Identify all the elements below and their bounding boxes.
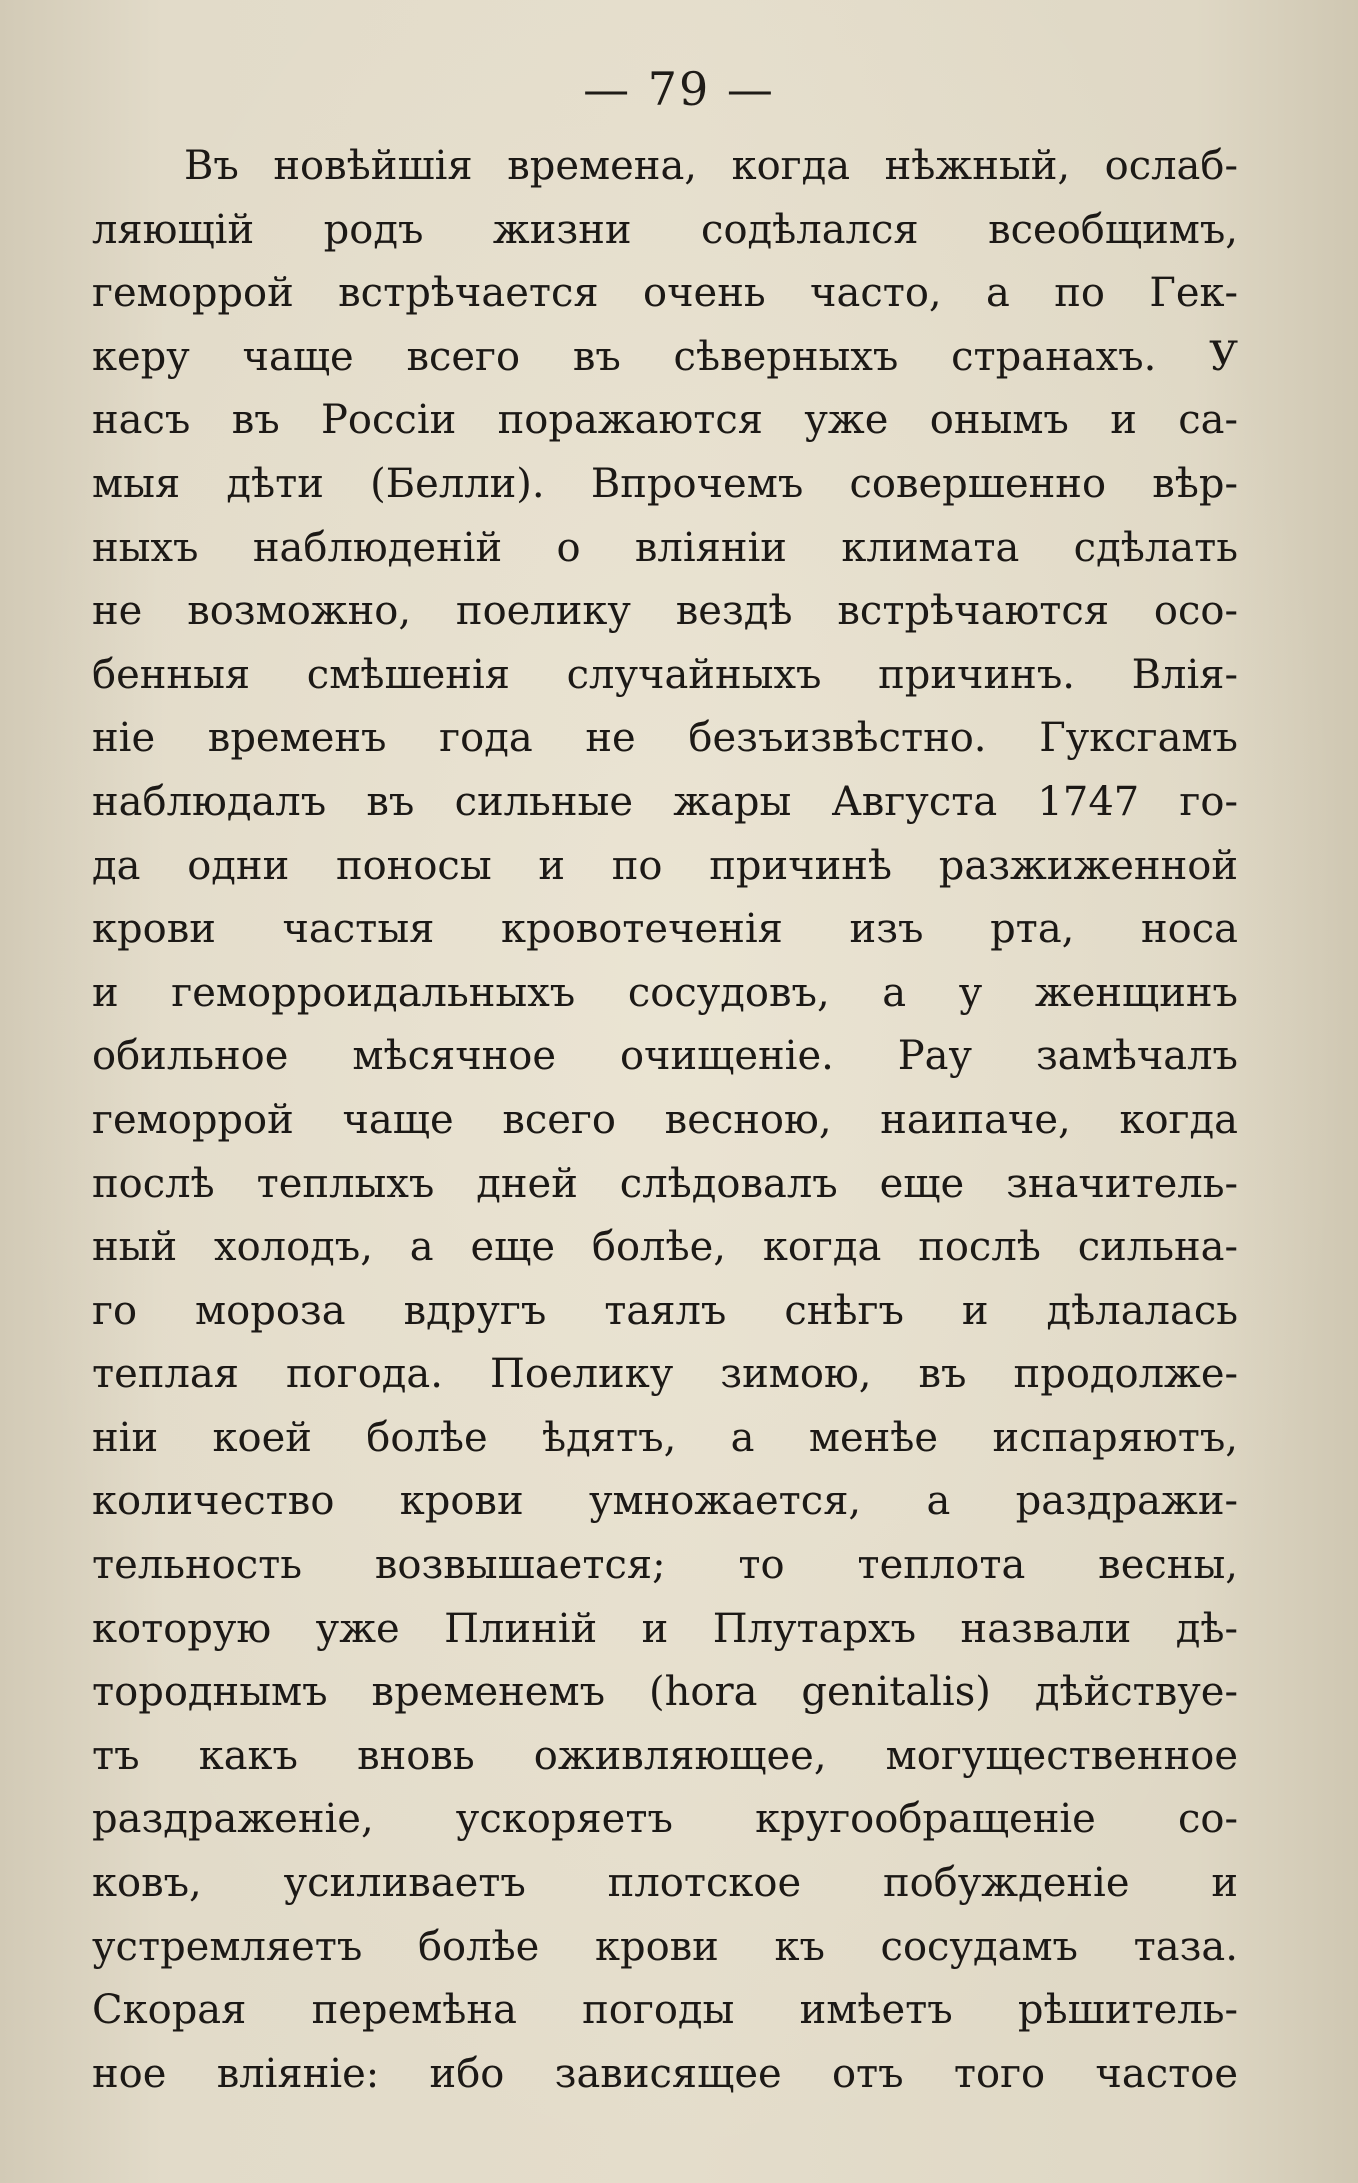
text-line: Скорая перемѣна погоды имѣетъ рѣшитель- bbox=[92, 1987, 1238, 2034]
text-line: мыя дѣти (Белли). Впрочемъ совершенно вѣр- bbox=[92, 460, 1238, 507]
text-line: раздраженіе, ускоряетъ кругообращеніе со- bbox=[92, 1796, 1238, 1843]
text-line: ковъ, усиливаетъ плотское побужденіе и bbox=[92, 1860, 1238, 1907]
text-line: устремляетъ болѣе крови къ сосудамъ таза. bbox=[92, 1923, 1238, 1970]
text-line: тороднымъ временемъ (hora genitalis) дѣйствуе- bbox=[92, 1669, 1238, 1716]
text-line: послѣ теплыхъ дней слѣдовалъ еще значитель- bbox=[92, 1160, 1238, 1207]
body-text bbox=[92, 135, 1238, 2106]
text-line: не возможно, поелику вездѣ встрѣчаются осо- bbox=[92, 588, 1238, 635]
text-line: ное вліяніе: ибо зависящее отъ того частое bbox=[92, 2050, 1238, 2097]
text-line: наблюдалъ въ сильные жары Августа 1747 го- bbox=[92, 778, 1238, 825]
text-line: и геморроидальныхъ сосудовъ, а у женщинъ bbox=[92, 969, 1238, 1016]
text-line: ніе временъ года не безъизвѣстно. Гуксгамъ bbox=[92, 715, 1238, 762]
text-line: геморрой встрѣчается очень часто, а по Гек- bbox=[92, 270, 1238, 317]
text-line: керу чаще всего въ сѣверныхъ странахъ. У bbox=[92, 333, 1238, 380]
text-line: го мороза вдругъ таялъ снѣгъ и дѣлалась bbox=[92, 1287, 1238, 1334]
text-line: Въ новѣйшія времена, когда нѣжный, ослаб- bbox=[184, 143, 1238, 189]
text-line: крови частыя кровотеченія изъ рта, носа bbox=[92, 906, 1238, 953]
text-line: обильное мѣсячное очищеніе. Рау замѣчалъ bbox=[92, 1033, 1238, 1080]
text-line: тельность возвышается; то теплота весны, bbox=[92, 1542, 1238, 1589]
text-line: теплая погода. Поелику зимою, въ продолже- bbox=[92, 1351, 1238, 1398]
page-number: — 79 — bbox=[583, 62, 775, 116]
text-line: ный холодъ, а еще болѣе, когда послѣ сильна- bbox=[92, 1224, 1238, 1271]
text-line: количество крови умножается, а раздражи- bbox=[92, 1478, 1238, 1525]
text-line: насъ въ Россіи поражаются уже онымъ и са- bbox=[92, 397, 1238, 444]
text-line: которую уже Плиній и Плутархъ назвали дѣ- bbox=[92, 1605, 1238, 1652]
text-line: геморрой чаще всего весною, наипаче, когда bbox=[92, 1096, 1238, 1143]
text-line: да одни поносы и по причинѣ разжиженной bbox=[92, 842, 1238, 889]
text-line: тъ какъ вновь оживляющее, могущественное bbox=[92, 1732, 1238, 1779]
text-line: бенныя смѣшенія случайныхъ причинъ. Влія- bbox=[92, 651, 1238, 698]
text-line: ніи коей болѣе ѣдятъ, а менѣе испаряютъ, bbox=[92, 1414, 1238, 1461]
text-line: ляющій родъ жизни содѣлался всеобщимъ, bbox=[92, 206, 1238, 253]
text-line: ныхъ наблюденій о вліяніи климата сдѣлать bbox=[92, 524, 1238, 571]
